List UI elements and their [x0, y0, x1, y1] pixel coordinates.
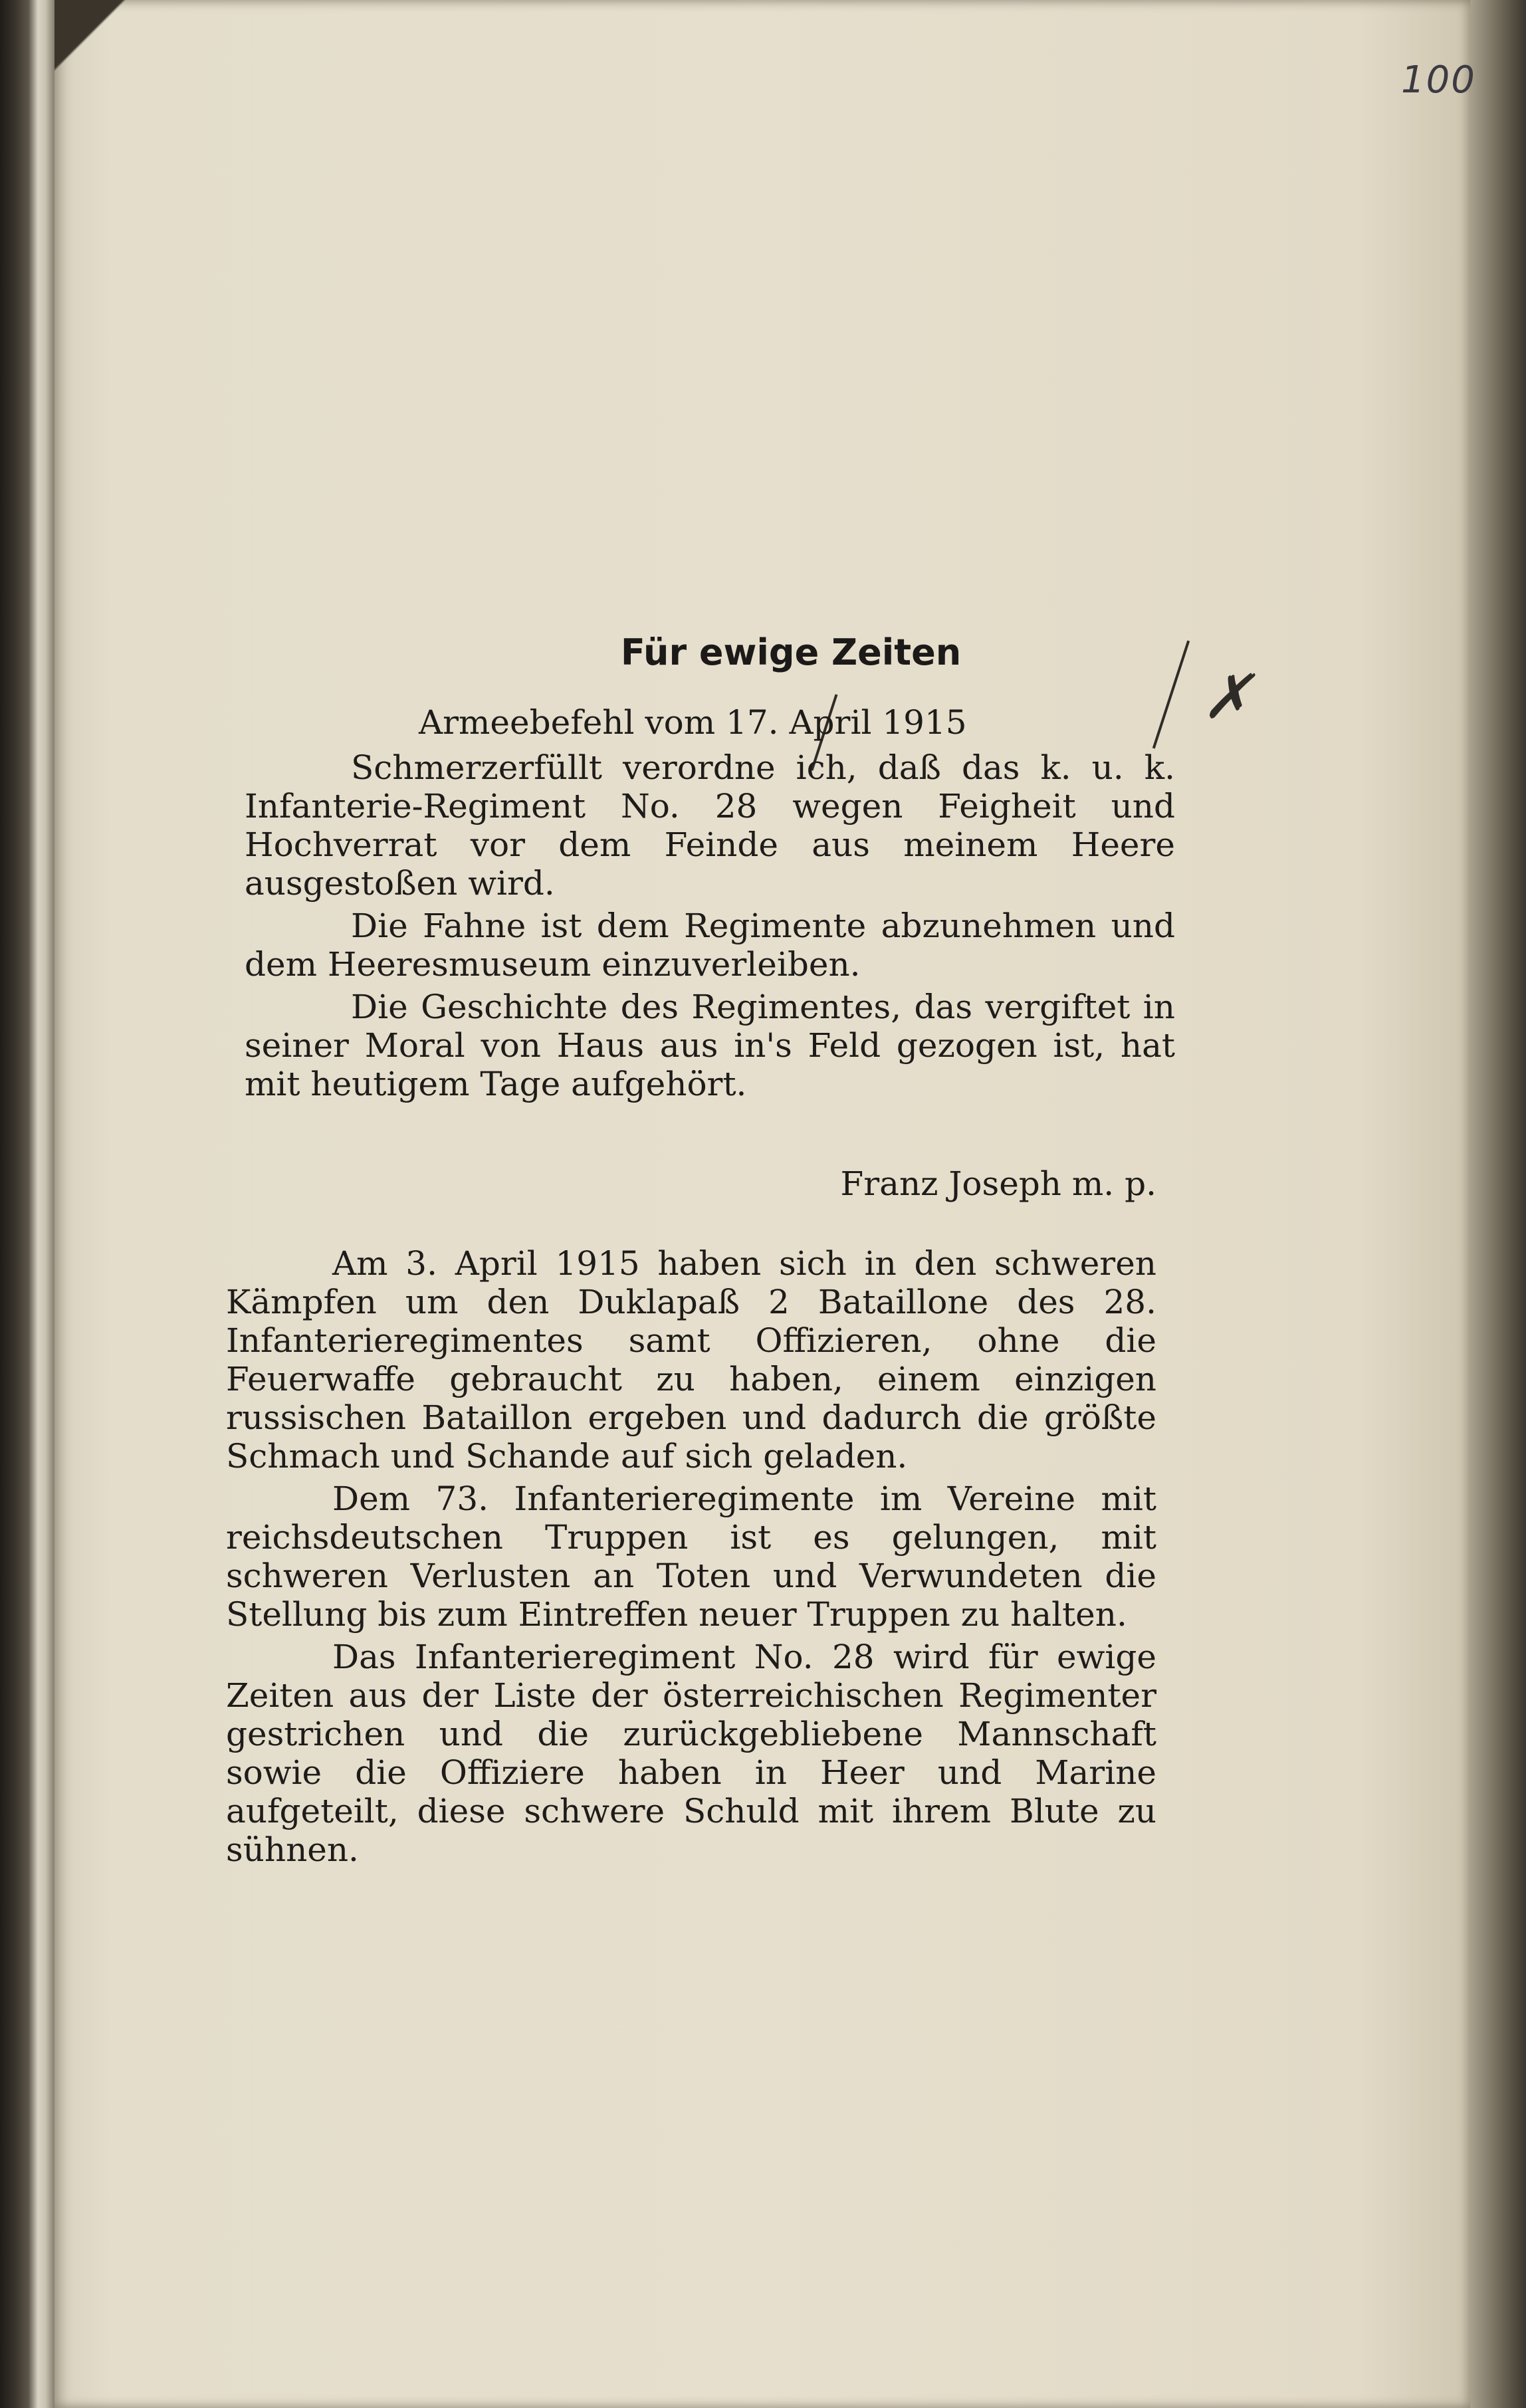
signature: Franz Joseph m. p.	[840, 1164, 1156, 1203]
folio-number: 100	[1401, 58, 1476, 102]
document-title: Für ewige Zeiten	[620, 631, 962, 673]
order-paragraph: Die Fahne ist dem Regimente abzunehmen und dem Heeresmuseum einzuverleiben.	[245, 907, 1175, 984]
document-page	[54, 0, 1470, 2408]
pencil-mark-icon: ✗	[1202, 661, 1254, 732]
report-body	[226, 1244, 1156, 1873]
order-body	[245, 748, 1175, 1107]
report-paragraph: Am 3. April 1915 haben sich in den schweren Kämpfen um den Duklapaß 2 Bataillone des 28. Infanterieregimentes samt Offizieren, ohne die Feuerwaffe gebraucht zu haben, einem einzigen russischen Bataillon ergeben und dadurch die größte Schmach und Schande auf sich geladen.	[226, 1244, 1156, 1476]
book-binding	[0, 0, 63, 2408]
torn-corner	[54, 0, 128, 106]
order-paragraph: Die Geschichte des Regimentes, das vergiftet in seiner Moral von Haus aus in's Feld gezogen ist, hat mit heutigem Tage aufgehört.	[245, 988, 1175, 1103]
order-paragraph: Schmerzerfüllt verordne ich, daß das k. u. k. Infanterie-Regiment No. 28 wegen Feigheit und Hochverrat vor dem Feinde aus meinem Heere ausgestoßen wird.	[245, 748, 1175, 903]
report-paragraph: Dem 73. Infanterieregimente im Vereine mit reichsdeutschen Truppen ist es gelungen, mit schweren Verlusten an Toten und Verwundeten die Stellung bis zum Eintreffen neuer Truppen zu halten.	[226, 1479, 1156, 1634]
order-subtitle: Armeebefehl vom 17. April 1915	[419, 703, 967, 742]
page-edge	[1470, 0, 1526, 2408]
report-paragraph: Das Infanterieregiment No. 28 wird für ewige Zeiten aus der Liste der österreichischen Regimenter gestrichen und die zurückgebliebene Mannschaft sowie die Offiziere haben in Heer und Marine aufgeteilt, diese schwere Schuld mit ihrem Blute zu sühnen.	[226, 1638, 1156, 1869]
